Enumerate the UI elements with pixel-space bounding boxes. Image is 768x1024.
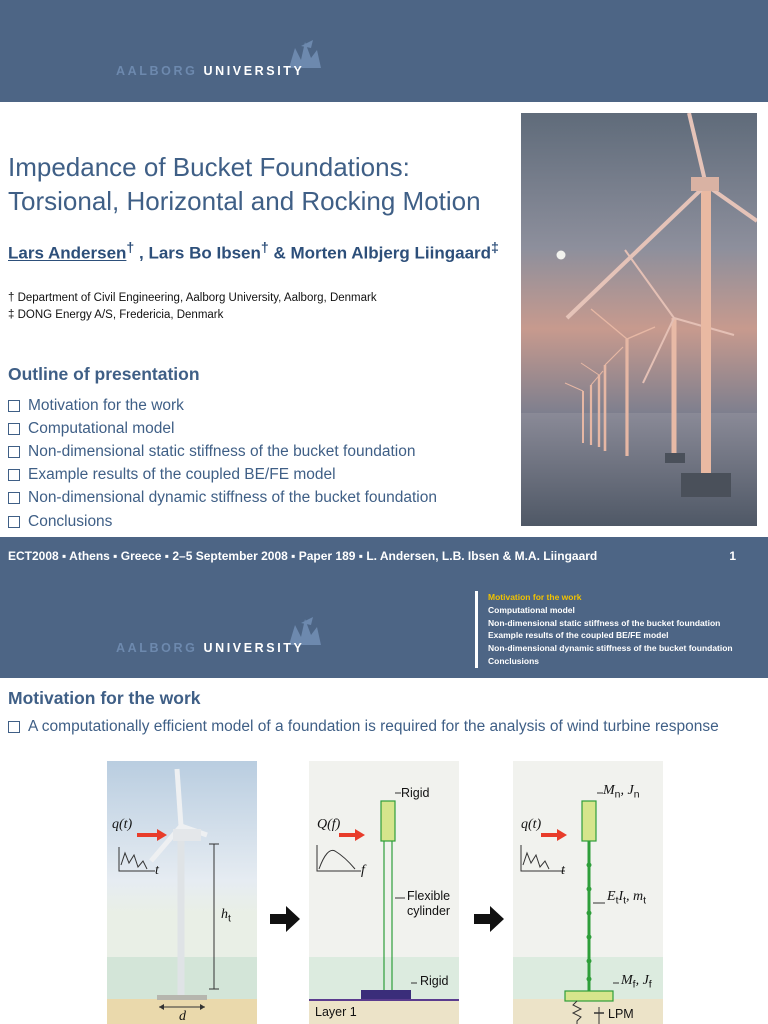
flexible-cylinder-label: Flexible cylinder [407, 889, 451, 918]
list-item: Non-dimensional dynamic stiffness of the bucket foundation [8, 487, 437, 510]
diameter-label: d [179, 1009, 186, 1024]
height-label: $h_t$ [221, 907, 231, 925]
section-heading: Motivation for the work [8, 688, 201, 708]
affiliation: ‡ DONG Energy A/S, Fredericia, Denmark [8, 309, 224, 321]
list-item: Conclusions [8, 510, 437, 533]
menu-item-computational-model[interactable]: Computational model [488, 604, 575, 615]
author-name: Lars Andersen [8, 243, 127, 263]
menu-item-static-stiffness[interactable]: Non-dimensional static stiffness of the bucket foundation [488, 617, 721, 628]
load-label: Q(f) [317, 817, 341, 832]
university-wordmark: AALBORG UNIVERSITY [116, 641, 305, 655]
menu-item-conclusions[interactable]: Conclusions [488, 655, 540, 666]
offshore-wind-farm-photo [521, 113, 757, 526]
diagram-panel-lumped-model [513, 761, 663, 1024]
layer-label: Layer 1 [315, 1005, 357, 1019]
top-mass-label: $M_n$, $J_n$ [603, 783, 640, 801]
menu-item-example-results[interactable]: Example results of the coupled BE/FE model [488, 630, 669, 641]
checkbox-bullet-icon [8, 400, 20, 412]
turbine-diagram [107, 761, 257, 1024]
list-item: Computational model [8, 417, 437, 440]
menu-item-dynamic-stiffness[interactable]: Non-dimensional dynamic stiffness of the bucket foundation [488, 643, 733, 654]
author-list: Lars Andersen† , Lars Bo Ibsen† & Morten Albjerg Liingaard‡ [8, 240, 499, 263]
outline-list [8, 394, 437, 533]
rigid-bottom-label: Rigid [420, 974, 449, 988]
right-arrow-icon [474, 906, 504, 932]
checkbox-bullet-icon [8, 423, 20, 435]
time-axis-label: t [155, 863, 159, 878]
checkbox-bullet-icon [8, 516, 20, 528]
list-item: Non-dimensional static stiffness of the bucket foundation [8, 440, 437, 463]
outline-heading: Outline of presentation [8, 364, 200, 384]
list-item: Motivation for the work [8, 394, 437, 417]
right-arrow-icon [270, 906, 300, 932]
checkbox-bullet-icon [8, 492, 20, 504]
load-label: q(t) [521, 817, 542, 832]
load-label: q(t) [112, 817, 133, 832]
list-item: Example results of the coupled BE/FE model [8, 464, 437, 487]
checkbox-bullet-icon [8, 721, 20, 733]
checkbox-bullet-icon [8, 469, 20, 481]
affiliation: † Department of Civil Engineering, Aalborg University, Aalborg, Denmark [8, 292, 377, 304]
page-number: 1 [729, 549, 736, 563]
lpm-label: LPM [608, 1007, 634, 1021]
time-axis-label: t [561, 863, 565, 878]
frequency-axis-label: f [361, 863, 365, 878]
checkbox-bullet-icon [8, 446, 20, 458]
presentation-title: Impedance of Bucket Foundations: Torsional, Horizontal and Rocking Motion [8, 152, 481, 216]
lead-bullet: A computationally efficient model of a foundation is required for the analysis of wind turbine response [8, 718, 719, 736]
diagram-panel-turbine [107, 761, 257, 1024]
foundation-mass-label: $M_f$, $J_f$ [621, 973, 652, 991]
tower-properties-label: $E_tI_t$, $m_t$ [607, 889, 647, 907]
menu-item-motivation[interactable]: Motivation for the work [488, 592, 582, 602]
section-menu [475, 591, 733, 668]
rigid-top-label: Rigid [401, 786, 430, 800]
slide2-university-logo [116, 615, 331, 655]
slide-footer: ECT2008 ▪ Athens ▪ Greece ▪ 2–5 September 2008 ▪ Paper 189 ▪ L. Andersen, L.B. Ibsen & M.A. Liingaard 1 [8, 549, 736, 563]
diagram-panel-continuum [309, 761, 459, 1024]
university-wordmark: AALBORG UNIVERSITY [116, 64, 305, 78]
slide1-university-logo [116, 38, 331, 78]
